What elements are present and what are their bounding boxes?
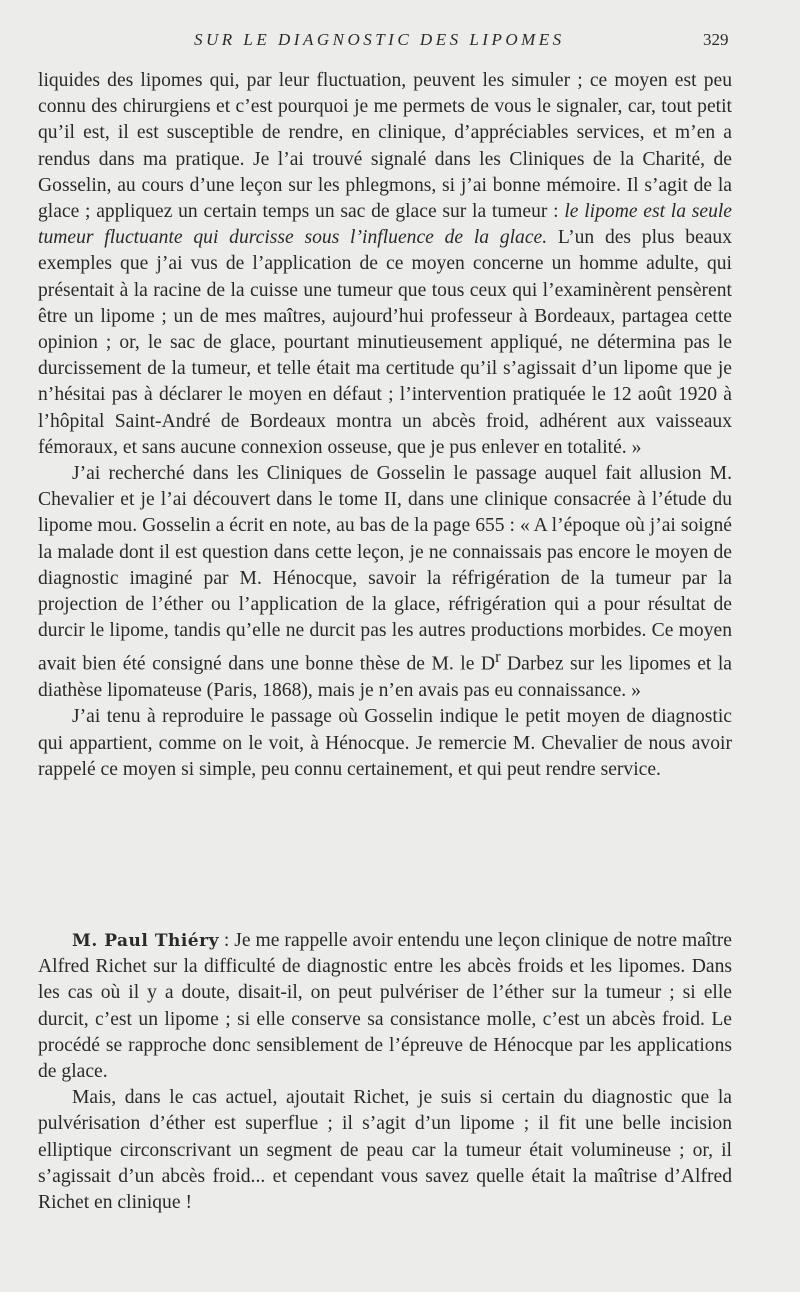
paragraph-text: J’ai tenu à reproduire le passage où Gosselin indique le petit moyen de diagnostic qui appartient, comme on le voit, à Hénocque. Je remercie M. Chevalier de nous avoir rappelé ce moyen si simple, peu connu certainement, et qui peut rendre service. xyxy=(38,706,732,780)
paragraph xyxy=(38,704,732,783)
paragraph-text: Darbez sur les lipomes et la diathèse lipomateuse (Paris, 1868), mais je n’en avais pas eu connaissance. » xyxy=(38,654,732,702)
text-block-bottom xyxy=(38,928,732,1216)
speaker-name: M. Paul Thiéry xyxy=(72,931,219,951)
page-number: 329 xyxy=(703,30,729,49)
paragraph xyxy=(38,928,732,1085)
paragraph xyxy=(38,1085,732,1216)
paragraph xyxy=(38,461,732,704)
paragraph xyxy=(38,68,732,461)
italic-emphasis: le lipome est la seule tumeur fluctuante qui durcisse sous l’influence de la glace. xyxy=(38,201,733,249)
paragraph-text: liquides des lipomes qui, par leur fluctuation, peuvent les simuler ; ce moyen est peu connu des chirurgiens et c’est pourquoi je me permets de vous le signaler, car, tout petit qu’il est, il est susceptible de rendre, en clinique, d’appréciables services, et m’en a rendus dans ma pratique. Je l’ai trouvé signalé dans les Cliniques de la Charité, de Gosselin, au cours d’une leçon sur les phlegmons, si j’ai bonne mémoire. Il s’agit de la glace ; appliquez un certain temps un sac de glace sur la tumeur : xyxy=(38,70,732,223)
paragraph-text: Mais, dans le cas actuel, ajoutait Richet, je suis si certain du diagnostic que la pulvérisation d’éther est superflue ; il s’agit d’un lipome ; il fit une belle incision elliptique circonscrivant un segment de peau car la tumeur était volumineuse ; or, il s’agissait d’un abcès froid... et cependant vous savez quelle était la maîtrise d’Alfred Richet en clinique ! xyxy=(38,1087,732,1214)
paragraph-text: L’un des plus beaux exemples que j’ai vus de l’application de ce moyen concerne un homme adulte, qui présentait à la racine de la cuisse une tumeur que tous ceux qui l’examinèrent pensèrent être un lipome ; un de mes maîtres, aujourd’hui professeur à Bordeaux, partagea cette opinion ; or, le sac de glace, pourtant minutieusement appliqué, ne détermina pas le durcissement de la tumeur, et telle était ma certitude qu’il s’agissait d’un lipome que je n’hésitai pas à déclarer le moyen en défaut ; l’intervention pratiquée le 12 août 1920 à l’hôpital Saint-André de Bordeaux montra un abcès froid, adhérent aux vaisseaux fémoraux, et sans aucune connexion osseuse, que je pus enlever en totalité. » xyxy=(38,227,732,458)
superscript: r xyxy=(495,647,501,667)
text-block-top xyxy=(38,68,732,783)
running-title: SUR LE DIAGNOSTIC DES LIPOMES xyxy=(194,30,565,49)
page-header xyxy=(0,30,800,54)
paragraph-text: J’ai recherché dans les Cliniques de Gosselin le passage auquel fait allusion M. Chevalier et je l’ai découvert dans le tome II, dans une clinique consacrée à l’étude du lipome mou. Gosselin a écrit en note, au bas de la page 655 : « A l’époque où j’ai soigné la malade dont il est question dans cette leçon, je ne connaissais pas encore le moyen de diagnostic imaginé par M. Hénocque, savoir la réfrigération de la tumeur par la projection de l’éther ou l’application de la glace, réfrigération qui a pour résultat de durcir le lipome, tandis qu’elle ne durcit pas les autres productions morbides. Ce moyen avait bien été consigné dans une bonne thèse de M. le D xyxy=(38,463,732,675)
paragraph-text: : Je me rappelle avoir entendu une leçon clinique de notre maître Alfred Richet sur la difficulté de diagnostic entre les abcès froids et les lipomes. Dans les cas où il y a doute, disait-il, on peut pulvériser de l’éther sur la tumeur ; si elle durcit, c’est un lipome ; si elle conserve sa consistance molle, c’est un abcès froid. Le procédé se rapproche donc sensiblement de l’épreuve de Hénocque par les applications de glace. xyxy=(38,930,733,1083)
